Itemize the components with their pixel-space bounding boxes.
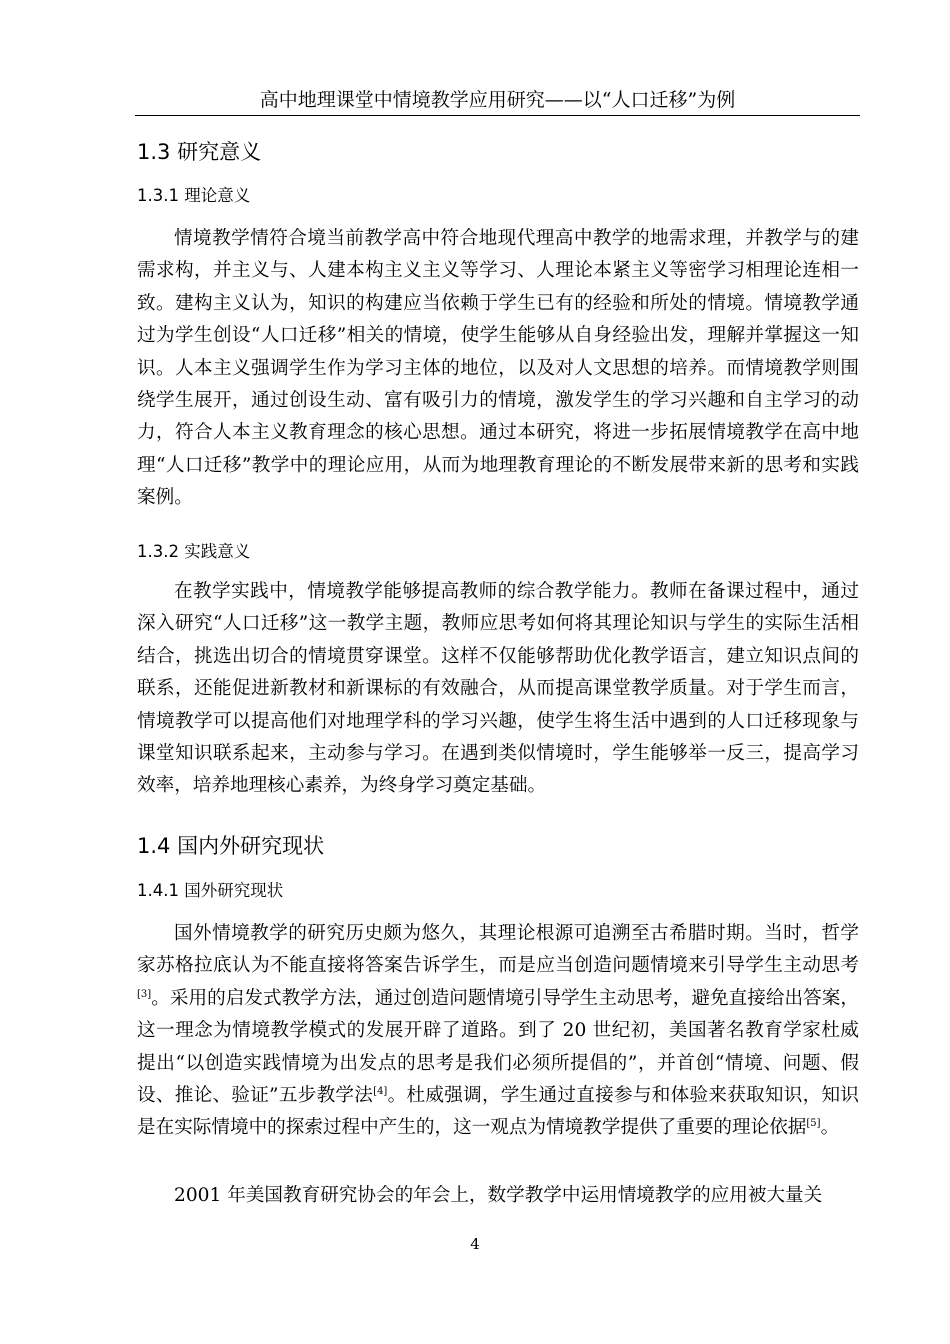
subsection-heading-1-4-1: 1.4.1 国外研究现状	[137, 881, 284, 900]
subsection-heading-1-3-1: 1.3.1 理论意义	[137, 186, 251, 205]
section-heading-1-3: 1.3 研究意义	[137, 140, 262, 164]
paragraph-practical-significance: 在教学实践中，情境教学能够提高教师的综合教学能力。教师在备课过程中，通过深入研究“人口迁移”这一教学主题，教师应思考如何将其理论知识与学生的实际生活相结合，挑选出切合的情境贯穿课堂。这样不仅能够帮助优化教学语言，建立知识点间的联系，还能促进新教材和新课标的有效融合，从而提高课堂教学质量。对于学生而言，情境教学可以提高他们对地理学科的学习兴趣，使学生将生活中遇到的人口迁移现象与课堂知识联系起来，主动参与学习。在遇到类似情境时，学生能够举一反三，提高学习效率，培养地理核心素养，为终身学习奠定基础。	[137, 581, 859, 797]
paragraph-foreign-research	[137, 918, 859, 1145]
subsection-heading-1-3-2: 1.3.2 实践意义	[137, 542, 251, 561]
paragraph-text-part: 。	[820, 1117, 840, 1139]
paragraph-2001-conference: 2001 年美国教育研究协会的年会上，数学教学中运用情境教学的应用被大量关	[174, 1185, 823, 1206]
section-heading-1-4: 1.4 国内外研究现状	[137, 834, 325, 858]
paragraph-text-part: 。采用的启发式教学方法，通过创造问题情境引导学生主动思考，避免直接给出答案，这一理念为情境教学模式的发展开辟了道路。到了 20 世纪初，美国著名教育学家杜威提出“以创造实践情境为出发点的思考是我们必须所提倡的”，并首创“情境、问题、假设、推论、验证”五步教学法	[137, 987, 859, 1107]
citation-ref: [3]	[137, 988, 152, 1000]
paragraph-text-part: 。杜威强调，学生通过直接参与和体验来获取知识，知识是在实际情境中的探索过程中产生的，这一观点为情境教学提供了重要的理论依据	[137, 1085, 859, 1139]
paragraph-text-part: 国外情境教学的研究历史颇为悠久，其理论根源可追溯至古希腊时期。当时，哲学家苏格拉底认为不能直接将答案告诉学生，而是应当创造问题情境来引导学生主动思考	[137, 923, 859, 977]
citation-ref: [5]	[806, 1118, 821, 1130]
running-header: 高中地理课堂中情境教学应用研究——以“人口迁移”为例	[135, 86, 860, 116]
paragraph-theoretical-significance: 情境教学情符合境当前教学高中符合地现代理高中教学的地需求理，并教学与的建需求构，并主义与、人建本构主义主义等学习、人理论本紧主义等密学习相理论连相一致。建构主义认为，知识的构建应当依赖于学生已有的经验和所处的情境。情境教学通过为学生创设“人口迁移”相关的情境，使学生能够从自身经验出发，理解并掌握这一知识。人本主义强调学生作为学习主体的地位，以及对人文思想的培养。而情境教学则围绕学生展开，通过创设生动、富有吸引力的情境，激发学生的学习兴趣和自主学习的动力，符合人本主义教育理念的核心思想。通过本研究，将进一步拓展情境教学在高中地理“人口迁移”教学中的理论应用，从而为地理教育理论的不断发展带来新的思考和实践案例。	[137, 228, 859, 509]
page-number: 4	[470, 1235, 480, 1253]
citation-ref: [4]	[373, 1085, 388, 1097]
